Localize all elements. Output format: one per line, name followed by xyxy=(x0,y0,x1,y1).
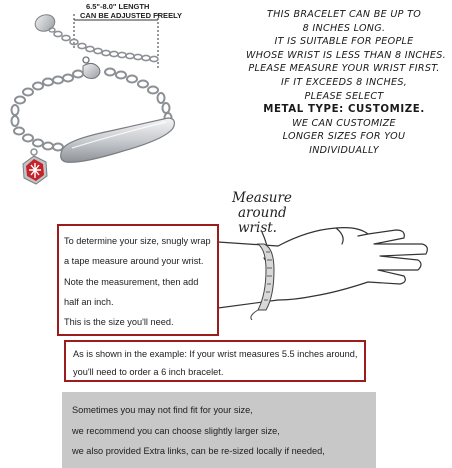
lobster-clasp-icon xyxy=(83,57,100,79)
bracelet-image xyxy=(0,0,240,200)
example-line: you'll need to order a 6 inch bracelet. xyxy=(73,367,224,377)
engraving-plate xyxy=(61,118,175,162)
medical-alert-charm-icon xyxy=(23,149,47,184)
wrist-label-line: around xyxy=(238,205,287,222)
description-line: IT IS SUITABLE FOR PEOPLE xyxy=(274,36,414,48)
description-line: INDIVIDUALLY xyxy=(309,144,379,156)
description-line: THIS BRACELET CAN BE UP TO xyxy=(266,9,422,20)
instruction-line: half an inch. xyxy=(64,296,114,307)
bracelet-chain-right xyxy=(105,69,172,124)
size-note-text xyxy=(72,400,372,462)
product-description xyxy=(246,8,447,158)
description-line: IF IT EXCEEDS 8 INCHES, xyxy=(280,76,408,88)
example-line: As is shown in the example: If your wrist measures 5.5 inches around, xyxy=(73,349,358,359)
description-line: WE CAN CUSTOMIZE xyxy=(292,117,396,129)
measuring-tape-icon xyxy=(251,244,274,320)
example-text xyxy=(73,345,369,381)
instruction-line: Note the measurement, then add xyxy=(64,276,199,287)
metal-type-line: METAL TYPE: CUSTOMIZE. xyxy=(263,104,425,116)
note-line: Sometimes you may not find fit for your size, xyxy=(72,405,253,415)
instruction-line: This is the size you'll need. xyxy=(64,317,174,328)
description-line: LONGER SIZES FOR YOU xyxy=(282,131,406,143)
description-line: 8 INCHES LONG. xyxy=(302,22,386,34)
description-line: WHOSE WRIST IS LESS THAN 8 INCHES. xyxy=(246,49,447,61)
length-dimension-bracket xyxy=(74,14,158,70)
note-line: we also provided Extra links, can be re-sized locally if needed, xyxy=(72,446,325,456)
wrist-label-line: wrist. xyxy=(238,220,277,237)
wrist-measure-illustration xyxy=(218,200,452,320)
length-label: 6.5"-8.0" LENGTH xyxy=(86,2,150,11)
description-line: PLEASE SELECT xyxy=(304,90,384,102)
instruction-line: a tape measure around your wrist. xyxy=(64,256,204,267)
wrist-label-line: Measure xyxy=(232,190,292,206)
instruction-line: To determine your size, snugly wrap xyxy=(64,236,211,246)
note-line: we recommend you can choose slightly larger size, xyxy=(72,425,280,436)
adjust-label: CAN BE ADJUSTED FREELY xyxy=(80,11,182,20)
hand-outline xyxy=(278,228,427,300)
extender-chain xyxy=(54,31,158,61)
description-line: PLEASE MEASURE YOUR WRIST FIRST. xyxy=(248,63,440,75)
bracelet-chain-left xyxy=(12,71,84,151)
instructions-text xyxy=(64,231,220,332)
forearm-outline xyxy=(218,242,278,246)
round-tag-icon xyxy=(33,12,57,34)
